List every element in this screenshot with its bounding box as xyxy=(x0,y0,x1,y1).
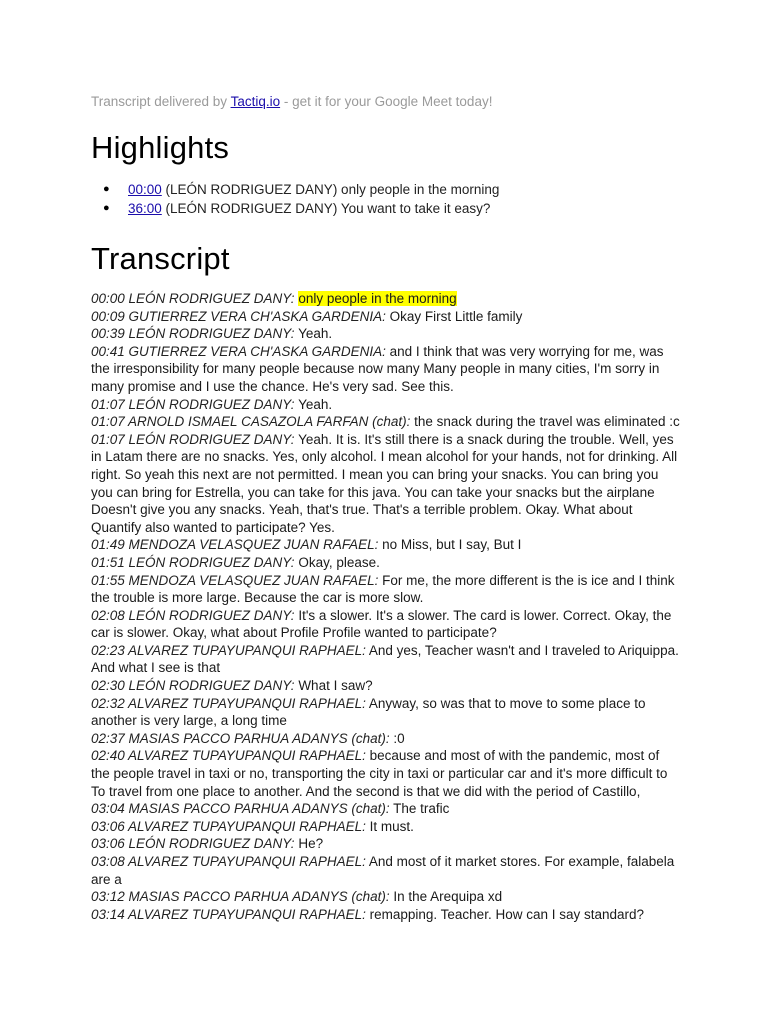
bullet-icon: ● xyxy=(103,183,110,195)
highlight-text: (LEÓN RODRIGUEZ DANY) only people in the morning xyxy=(161,182,500,197)
speaker-label: 00:41 GUTIERREZ VERA CH'ASKA GARDENIA: xyxy=(91,343,386,359)
transcript-entry xyxy=(91,800,681,818)
speaker-label: 03:08 ALVAREZ TUPAYUPANQUI RAPHAEL: xyxy=(91,854,366,869)
transcript-entry xyxy=(91,572,681,607)
speaker-label: 02:23 ALVAREZ TUPAYUPANQUI RAPHAEL: xyxy=(91,642,366,658)
entry-text: Yeah. xyxy=(294,396,333,412)
transcript-entry xyxy=(91,343,681,396)
transcript-entry xyxy=(91,325,681,343)
transcript-entry xyxy=(91,888,681,906)
entry-text: He? xyxy=(294,836,324,852)
transcript-entry xyxy=(91,818,681,836)
transcript-entry xyxy=(91,906,681,924)
highlighted-text: only people in the morning xyxy=(298,291,457,306)
highlight-time-link[interactable]: 36:00 xyxy=(128,201,162,216)
transcript-entry xyxy=(91,431,681,537)
speaker-label: 01:51 LEÓN RODRIGUEZ DANY: xyxy=(91,554,295,570)
delivered-prefix: Transcript delivered by xyxy=(91,94,231,109)
entry-text: It must. xyxy=(365,818,414,834)
speaker-label: 01:07 LEÓN RODRIGUEZ DANY: xyxy=(91,431,295,447)
speaker-label: 03:06 LEÓN RODRIGUEZ DANY: xyxy=(91,836,295,852)
highlight-item xyxy=(91,180,691,199)
delivered-by-line xyxy=(91,0,691,111)
entry-text: And yes, Teacher wasn't and I traveled to Ariquippa. And what I see is that xyxy=(91,642,679,676)
transcript-entry xyxy=(91,396,681,414)
speaker-label: 00:39 LEÓN RODRIGUEZ DANY: xyxy=(91,326,295,342)
transcript-entry xyxy=(91,695,681,730)
transcript-entry xyxy=(91,642,681,677)
speaker-label: 01:07 LEÓN RODRIGUEZ DANY: xyxy=(91,396,295,412)
speaker-label: 01:55 MENDOZA VELASQUEZ JUAN RAFAEL: xyxy=(91,572,379,588)
entry-text: Yeah. It is. It's still there is a snack during the trouble. Well, yes in Latam there are no snacks. Yes, only alcohol. I mean alcohol for your hands, not for drinking. All right. So yeah this next are not permitted. I mean you can bring your snacks. You can bring you you can bring for Estrella, you can take for this java. You can take your snacks but the airplane Doesn't give you any snacks. Yeah, that's true. That's a terrible problem. Okay. What about Quantify also wanted to participate? Yes. xyxy=(91,431,678,535)
speaker-label: 01:07 ARNOLD ISMAEL CASAZOLA FARFAN (chat): xyxy=(91,414,411,430)
entry-text: Anyway, so was that to move to some place to another is very large, a long time xyxy=(91,695,646,729)
speaker-label: 03:14 ALVAREZ TUPAYUPANQUI RAPHAEL: xyxy=(91,906,366,922)
speaker-label: 03:06 ALVAREZ TUPAYUPANQUI RAPHAEL: xyxy=(91,818,366,834)
transcript-entry xyxy=(91,554,681,572)
transcript-body xyxy=(91,290,691,923)
speaker-label: 02:32 ALVAREZ TUPAYUPANQUI RAPHAEL: xyxy=(91,695,366,711)
transcript-entry xyxy=(91,607,681,642)
highlights-heading: Highlights xyxy=(91,130,230,165)
entry-text: What I saw? xyxy=(294,678,373,694)
entry-text: no Miss, but I say, But I xyxy=(378,537,522,553)
entry-text: And most of it market stores. For example, falabela are a xyxy=(91,854,675,887)
speaker-label: 02:30 LEÓN RODRIGUEZ DANY: xyxy=(91,678,295,694)
highlight-item xyxy=(91,199,691,218)
transcript-entry xyxy=(91,677,681,695)
entry-text: For me, the more different is the is ice and I think the trouble is more large. Because the car is more slow. xyxy=(91,572,675,606)
transcript-entry xyxy=(91,308,681,326)
speaker-label: 03:04 MASIAS PACCO PARHUA ADANYS (chat): xyxy=(91,801,390,817)
entry-text: The trafic xyxy=(389,801,450,817)
highlight-text: (LEÓN RODRIGUEZ DANY) You want to take it easy? xyxy=(161,201,491,216)
transcript-heading: Transcript xyxy=(91,241,230,276)
entry-text: Okay, please. xyxy=(294,554,380,570)
bullet-icon: ● xyxy=(103,202,110,214)
transcript-entry xyxy=(91,853,681,888)
tactiq-link[interactable]: Tactiq.io xyxy=(230,94,281,109)
entry-text: and I think that was very worrying for me, was the irresponsibility for many people because now many Many people in many cities, I'm sorry in many promise and I use the chance. He's very sad. See this. xyxy=(91,343,664,394)
transcript-entry xyxy=(91,290,681,308)
entry-text: In the Arequipa xd xyxy=(389,889,503,905)
entry-text: the snack during the travel was eliminated :c xyxy=(410,414,680,430)
speaker-label: 03:12 MASIAS PACCO PARHUA ADANYS (chat): xyxy=(91,889,390,905)
transcript-entry xyxy=(91,835,681,853)
transcript-entry xyxy=(91,536,681,554)
entry-text: remapping. Teacher. How can I say standard? xyxy=(365,906,645,922)
speaker-label: 00:09 GUTIERREZ VERA CH'ASKA GARDENIA: xyxy=(91,308,386,324)
entry-text: Yeah. xyxy=(294,326,333,342)
transcript-entry xyxy=(91,747,681,800)
speaker-label: 01:49 MENDOZA VELASQUEZ JUAN RAFAEL: xyxy=(91,537,379,553)
speaker-label: 02:40 ALVAREZ TUPAYUPANQUI RAPHAEL: xyxy=(91,748,366,764)
delivered-suffix: - get it for your Google Meet today! xyxy=(280,94,493,109)
highlight-time-link[interactable]: 00:00 xyxy=(128,182,162,197)
entry-text: :0 xyxy=(389,730,405,746)
entry-text: It's a slower. It's a slower. The card is lower. Correct. Okay, the car is slower. Okay, what about Profile Profile wanted to participate? xyxy=(91,607,672,641)
speaker-label: 00:00 LEÓN RODRIGUEZ DANY: xyxy=(91,291,295,306)
entry-text: Okay First Little family xyxy=(385,308,523,324)
transcript-entry xyxy=(91,730,681,748)
transcript-entry xyxy=(91,413,681,431)
speaker-label: 02:37 MASIAS PACCO PARHUA ADANYS (chat): xyxy=(91,730,390,746)
speaker-label: 02:08 LEÓN RODRIGUEZ DANY: xyxy=(91,607,295,623)
entry-text: because and most of with the pandemic, most of the people travel in taxi or no, transporting the city in taxi or particular car and it's more difficult to To travel from one place to another. And the second is that we did with the period of Castillo, xyxy=(91,748,668,799)
highlights-list xyxy=(91,180,691,218)
